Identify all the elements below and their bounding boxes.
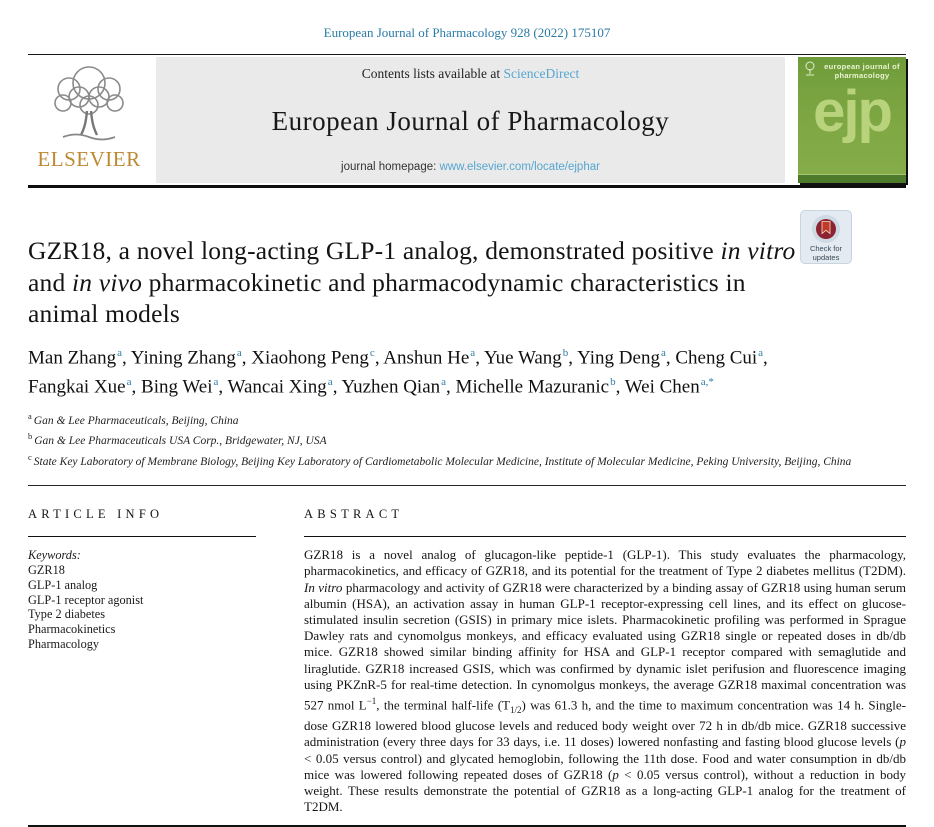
affiliations	[28, 409, 906, 470]
sciencedirect-link[interactable]: ScienceDirect	[503, 66, 580, 81]
affiliation-marker: a	[28, 411, 32, 422]
cover-masthead-line1: european journal of	[824, 62, 900, 71]
homepage-prefix: journal homepage:	[341, 161, 440, 173]
top-divider	[28, 54, 906, 55]
affiliation-text: Gan & Lee Pharmaceuticals USA Corp., Bridgewater, NJ, USA	[34, 435, 327, 448]
elsevier-wordmark: ELSEVIER	[37, 147, 141, 171]
affiliation-text: State Key Laboratory of Membrane Biology, Beijing Key Laboratory of Cardiometabolic Molecular Medicine, Institute of Molecular Medicine, Peking University, Beijing, China	[33, 455, 852, 468]
contents-line	[166, 66, 775, 82]
affiliation-marker: c	[28, 451, 32, 462]
article-info-heading: ARTICLE INFO	[28, 507, 256, 537]
article-title: GZR18, a novel long-acting GLP-1 analog, demonstrated positive in vitro and in vivo pharmacokinetic and pharmacodynamic characteristics in animal models	[28, 236, 796, 328]
homepage-link[interactable]: www.elsevier.com/locate/ejphar	[439, 161, 600, 173]
homepage-line	[166, 161, 775, 173]
check-for-updates-badge[interactable]	[800, 210, 852, 264]
badge-label: Check for updates	[809, 244, 843, 262]
cover-bottom-band	[798, 174, 906, 183]
affiliation-marker: b	[28, 431, 33, 442]
article-info-column	[28, 507, 256, 815]
affiliation-a	[28, 409, 906, 429]
keywords-block	[28, 548, 256, 652]
crossmark-icon	[811, 214, 841, 244]
banner-center-panel	[156, 57, 785, 183]
abstract-heading: ABSTRACT	[304, 507, 906, 537]
journal-title: European Journal of Pharmacology	[271, 106, 670, 136]
contents-prefix: Contents lists available at	[361, 66, 504, 81]
keyword-item: Pharmacology	[28, 636, 100, 651]
elsevier-logo	[28, 57, 150, 183]
keywords-label: Keywords:	[28, 548, 81, 563]
pre-columns-divider	[28, 485, 906, 486]
journal-banner	[28, 57, 906, 183]
journal-cover-thumbnail	[798, 57, 906, 183]
cover-masthead	[822, 63, 902, 80]
elsevier-tree-icon	[28, 61, 150, 149]
affiliation-text: Gan & Lee Pharmaceuticals, Beijing, China	[33, 414, 239, 427]
abstract-body: GZR18 is a novel analog of glucagon-like peptide-1 (GLP-1). This study evaluates the pharmacology, pharmacokinetics, and efficacy of GZR18, and its potential for the treatment of Type 2 diabetes mellitus (T2DM). In vitro pharmacology and activity of GZR18 were characterized by a binding assay of GZR18 using human serum albumin (HSA), an activation assay in human GLP-1 receptor-expressing cell lines, and its effect on glucose-stimulated insulin secretion (GSIS) in primary mice islets. Pharmacokinetic profiling was performed in Sprague Dawley rats and cynomolgus monkeys, and efficacy evaluated using GZR18 single or repeated doses in db/db mice. GZR18 showed similar binding affinity for HSA and GLP-1 receptor compared with semaglutide and liraglutide. GZR18 increased GSIS, which was confirmed by dynamic islet perifusion and fluorescence imaging using PKZnR-5 for real-time detection. In cynomolgus monkeys, the average GZR18 maximal concentration was 527 nmol $L^{-1}$, the terminal half-life $(T_{1/2})$ was 61.3 h, and the time to maximum concentration was 14 h. Single-dose GZR18 lowered blood glucose levels and reduced body weight over 72 h in db/db mice. GZR18 successive administration (every three days for 33 days, i.e. 11 doses) lowered nonfasting and fasting blood glucose levels (p < 0.05 versus control) and glycated hemoglobin, following the 11th dose. Food and water consumption in db/db mice was lowered following repeated doses of GZR18 (p < 0.05 versus control), without a reduction in body weight. These results demonstrate the potential of GZR18 as a long-acting GLP-1 analog for the treatment of T2DM.	[304, 547, 906, 815]
affiliation-c	[28, 450, 906, 470]
affiliation-b	[28, 429, 906, 449]
journal-reference-link[interactable]: European Journal of Pharmacology 928 (2022) 175107	[323, 25, 611, 40]
keyword-item: GLP-1 analog	[28, 577, 98, 592]
cover-masthead-line2: pharmacology	[834, 70, 890, 80]
keyword-item: GLP-1 receptor agonist	[28, 592, 144, 607]
info-abstract-columns	[28, 507, 906, 815]
title-section	[28, 188, 906, 470]
keyword-item: Type 2 diabetes	[28, 607, 105, 622]
abstract-column	[304, 507, 906, 815]
cover-ejp-logo: ejp	[813, 79, 891, 144]
author-list: Man Zhang$^a$, Yining Zhang$^a$, Xiaohong Peng$^c$, Anshun He$^a$, Yue Wang$^b$, Ying Deng$^a$, Cheng Cui$^a$, Fangkai Xue$^a$, Bing Wei$^a$, Wancai Xing$^a$, Yuzhen Qian$^a$, Michelle Mazuranic$^b$, Wei Chen$^{a,*}$	[28, 346, 768, 398]
keyword-item: GZR18	[28, 562, 65, 577]
keyword-item: Pharmacokinetics	[28, 622, 116, 637]
